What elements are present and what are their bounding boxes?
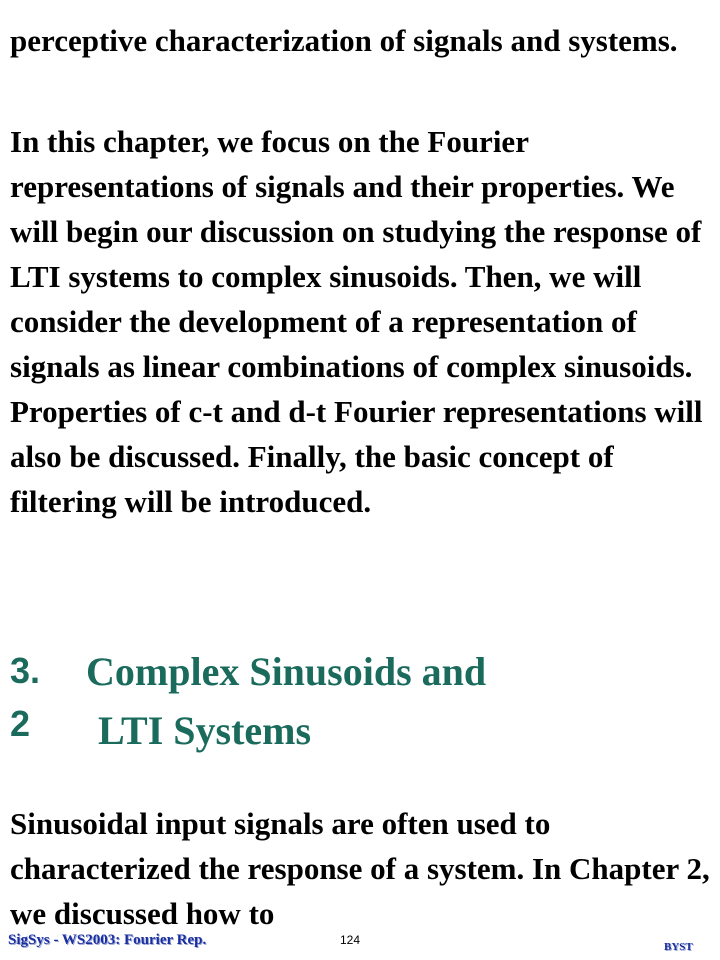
- footer-course-label: SigSys - WS2003: Fourier Rep.: [8, 932, 207, 948]
- footer-author: BYST: [664, 941, 693, 953]
- section-title-line1: Complex Sinusoids and: [86, 649, 487, 694]
- continuation-paragraph: perceptive characterization of signals and systems.: [10, 23, 678, 58]
- section-title-line2: LTI Systems: [98, 708, 312, 753]
- chapter-intro-paragraph: In this chapter, we focus on the Fourier representations of signals and their properties. We will begin our discussion on studying the response of LTI systems to complex sinusoids. Then, we will consider the development of a representation of signals as linear combinations of complex sinusoids. Properties of c-t and d-t Fourier representations will also be discussed. Finally, the basic concept of filtering will be introduced.: [10, 124, 703, 519]
- section-number-part1: 3.: [10, 650, 41, 691]
- footer-page-number: 124: [340, 933, 361, 947]
- section-paragraph: Sinusoidal input signals are often used to characterized the response of a system. In Chapter 2, we discussed how to: [10, 806, 710, 931]
- section-number-part2: 2: [10, 703, 31, 744]
